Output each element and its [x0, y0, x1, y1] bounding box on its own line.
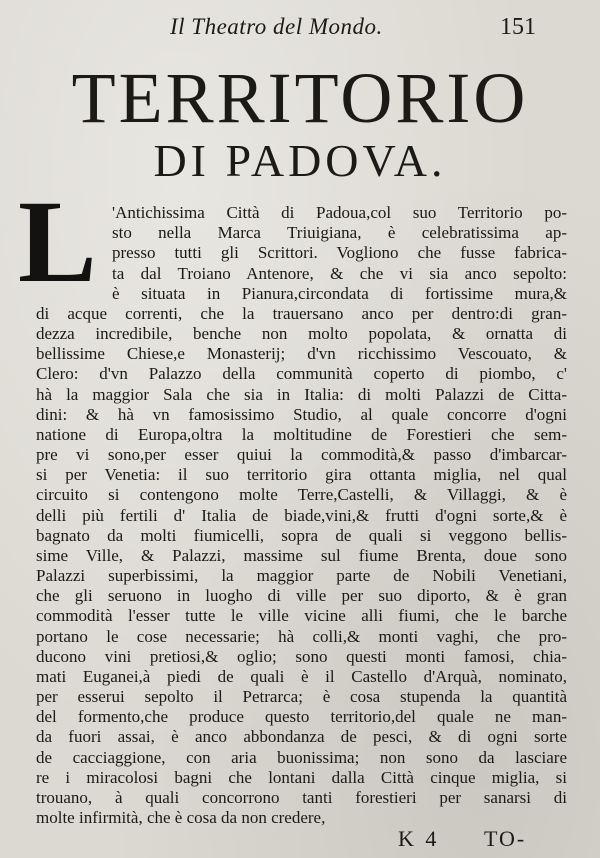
text-line: circuito si contengono molte Terre,Castelli, & Villaggi, & è	[36, 485, 567, 505]
text-line: si per Venetia: il suo territorio gira ottanta miglia, nel qual	[36, 465, 567, 485]
text-line: Clero: d'vn Palazzo della communità coperto di piombo, c'	[36, 364, 567, 384]
text-line: Palazzi superbissimi, la maggior parte de Nobili Venetiani,	[36, 566, 567, 585]
text-line: pre vi sono,per esser quiui la commodità,& passo d'imbarcar-	[36, 445, 567, 464]
text-line: molte infirmità, che è cosa da non credere,	[36, 808, 326, 827]
text-line: portano le cose necessarie; hà colli,& monti vaghi, che pro-	[36, 626, 567, 646]
text-line: bagnato da molti fiumicelli, sopra de quali si veggono bellis-	[36, 525, 567, 545]
text-line: hà la maggior Sala che sia in Italia: di molti Palazzi de Citta-	[36, 384, 567, 404]
signature-mark: K 4	[398, 826, 440, 851]
running-head	[0, 10, 600, 40]
text-line: dezza incredibile, benche non molto popolata, & ornatta di	[36, 324, 567, 343]
text-line: di acque correnti, che la trauersano anco per dentro:di gran-	[36, 303, 567, 323]
text-line: natione di Europa,oltra la moltitudine de Forestieri che sem-	[36, 424, 567, 444]
text-line: che gli seruono in luogho di ville per suo diporto, & è gran	[36, 586, 567, 606]
section-title: TERRITORIO	[71, 58, 529, 138]
text-line: per esserui sepolto il Petrarca; è cosa stupenda la quantità	[36, 687, 567, 706]
text-line: trouano, à quali concorrono tanti forestieri per sanarsi di	[36, 787, 567, 807]
text-line: mati Euganei,à piedi de quali è il Castello d'Arquà, nominato,	[36, 666, 567, 686]
catchword: TO-	[484, 826, 527, 851]
text-line: re i miracolosi bagni che lontani dalla Città cinque miglia, si	[36, 767, 567, 787]
text-line: 'Antichissima Città di Padoua,col suo Territorio po-	[112, 203, 567, 222]
page-number: 151	[500, 14, 536, 40]
text-line: sto nella Marca Triuigiana, è celebratissima ap-	[112, 223, 567, 243]
text-line: bellissime Chiese,e Monasterij; d'vn ricchissimo Vescouato, &	[36, 344, 567, 364]
text-line: commodità l'esser tutte le ville vicine alli fiumi, che le barche	[36, 606, 567, 626]
text-line: sime Ville, & Palazzi, massime sul fiume Brenta, doue sono	[36, 545, 567, 565]
text-line: de cacciaggione, con aria buonissima; non sono da lasciare	[36, 747, 567, 767]
text-line: è situata in Pianura,circondata di fortissime mura,&	[112, 283, 567, 303]
text-line: ducono vini pretiosi,& oglio; sono questi monti famosi, chia-	[36, 646, 567, 666]
running-title: Il Theatro del Mondo.	[170, 14, 383, 39]
text-line: delli più fertili d' Italia de biade,vini,& frutti d'ogni sorte,& è	[36, 505, 567, 525]
drop-cap: L	[18, 176, 97, 307]
text-line: da fuori assai, è anco abbondanza de pesci, & di ogni sorte	[36, 727, 567, 747]
text-line: del formento,che produce questo territorio,del quale ne man-	[36, 707, 567, 727]
text-line: dini: & hà vn famosissimo Studio, al quale concorre d'ogni	[36, 404, 567, 424]
section-subtitle: DI PADOVA.	[153, 135, 447, 186]
text-line: ta dal Troiano Antenore, & che vi sia anco sepolto:	[112, 263, 567, 283]
text-line: presso tutti gli Scrittori. Vogliono che fusse fabrica-	[112, 243, 567, 263]
